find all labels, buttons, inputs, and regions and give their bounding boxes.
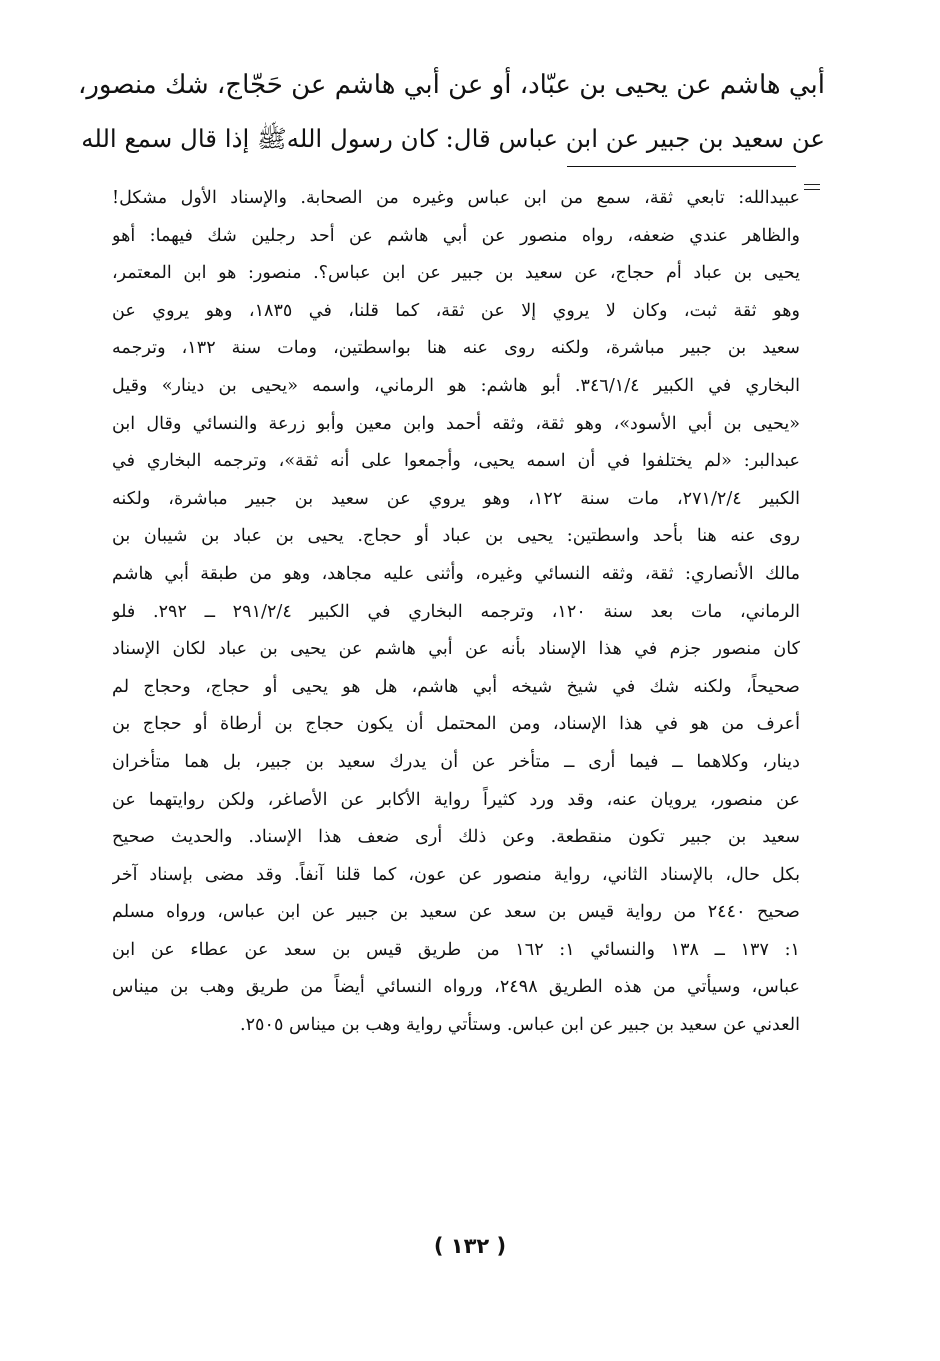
footnote-line: بكل حال، بالإسناد الثاني، رواية منصور عن عون، كما قلنا آنفاً. وقد مضى بإسناد آخر (112, 864, 800, 885)
footnote-continuation-mark (804, 184, 820, 194)
footnote-line: مالك الأنصاري: ثقة، وثقه النسائي وغيره، وأثنى عليه مجاهد، وهو من طبقة أبي هاشم (112, 563, 800, 584)
page-number: ( ١٣٢ ) (433, 1234, 507, 1258)
footnote-line: ١: ١٣٧ ــ ١٣٨ والنسائي ١: ١٦٢ من طريق قيس بن سعد عن عطاء عن ابن (112, 939, 800, 960)
main-text-line: عن سعيد بن جبير عن ابن عباس قال: كان رسول اللهﷺ إذا قال سمع الله (81, 124, 825, 153)
main-text-block (75, 58, 825, 166)
footnote-line: عبدالبر: «لم يختلفوا في أن اسمه يحيى، وأجمعوا على أنه ثقة»، وترجمه البخاري في (112, 451, 800, 472)
footnote-line: كان منصور جزم في هذا الإسناد بأنه عن أبي هاشم عن يحيى بن عباد لكان الإسناد (112, 639, 800, 660)
footnote-line: البخاري في الكبير ٣٤٦/١/٤. أبو هاشم: هو الرماني، واسمه «يحيى بن دينار» وقيل (112, 375, 800, 396)
footnote-line: روى عنه هنا بأحد واسطتين: يحيى بن عباد أو حجاج. يحيى بن عباد بن شيبان بن (112, 526, 800, 547)
footnote-line: سعيد بن جبير مباشرة، ولكنه روى عنه هنا بواسطتين، ومات سنة ١٣٢، وترجمه (112, 338, 800, 359)
footnote-line: «يحيى بن أبي الأسود»، وهو ثقة، وثقه أحمد وابن معين وأبو زرعة والنسائي وقال ابن (112, 413, 800, 434)
footnote-line: عن منصور، يرويان عنه، وقد ورد كثيراً رواية الأكابر عن الأصاغر، ولكن روايتهما عن (112, 789, 800, 810)
footnote-block (112, 180, 800, 1045)
footnote-line: عبيدالله: تابعي ثقة، سمع من ابن عباس وغيره من الصحابة. والإسناد الأول مشكل! (112, 188, 800, 208)
footnote-line: وهو ثقة ثبت، وكان لا يروي إلا عن ثقة، كما قلنا، في ١٨٣٥، وهو يروي عن (112, 300, 800, 321)
main-text-line: أبي هاشم عن يحيى بن عبّاد، أو عن أبي هاشم عن حَجّاج، شك منصور، (77, 70, 825, 100)
footnote-line: صحيح ٢٤٤٠ من رواية قيس بن سعد عن سعيد بن جبير عن ابن عباس، ورواه مسلم (112, 902, 800, 923)
footnote-line: عباس، وسيأتي من هذه الطريق ٢٤٩٨، ورواه النسائي أيضاً من طريق وهب بن ميناس (112, 977, 800, 998)
footnote-line: العدني عن سعيد بن جبير عن ابن عباس. وستأتي رواية وهب بن ميناس ٢٥٠٥. (240, 1015, 800, 1036)
footnote-line: سعيد بن جبير تكون منقطعة. وعن ذلك أرى ضعف هذا الإسناد. والحديث صحيح (112, 827, 800, 848)
footnote-line: دينار، وكلاهما ــ فيما أرى ــ متأخر عن أن يدرك سعيد بن جبير، بل هما متأخران (112, 751, 800, 772)
footnote-line: أعرف من هو في هذا الإسناد، ومن المحتمل أن يكون حجاج بن أرطاة أو حجاج بن (112, 714, 800, 735)
footnote-separator (567, 166, 796, 167)
footnote-line: صحيحاً، ولكنه شك في شيخ شيخه أبي هاشم، هل هو يحيى أو حجاج، وحجاج لم (112, 676, 800, 697)
footnote-line: الكبير ٢٧١/٢/٤، مات سنة ١٢٢، وهو يروي عن سعيد بن جبير مباشرة، ولكنه (112, 488, 800, 509)
footnote-line: والظاهر عندي ضعفه، رواه منصور عن أبي هاشم عن أحد رجلين شك فيهما: أهو (112, 225, 800, 246)
footnote-line: يحيى بن عباد أم حجاج، عن سعيد بن جبير عن ابن عباس؟. منصور: هو ابن المعتمر، (112, 263, 800, 284)
footnote-line: الرماني، مات بعد سنة ١٢٠، وترجمه البخاري في الكبير ٢٩١/٢/٤ ــ ٢٩٢. فلو (112, 601, 800, 622)
